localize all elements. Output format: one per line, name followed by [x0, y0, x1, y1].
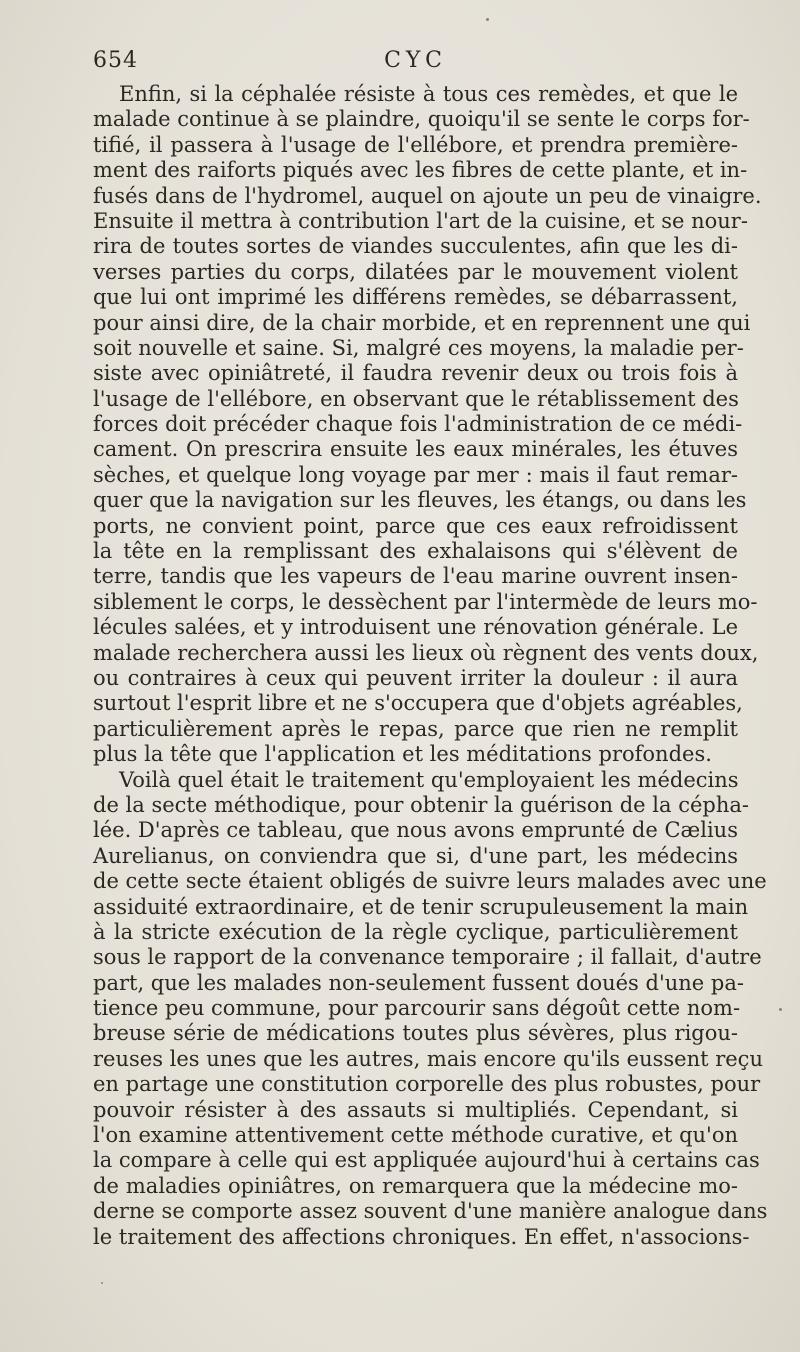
text-line: Ensuite il mettra à contribution l'art de la cuisine, et se nour- [93, 208, 748, 233]
text-line: part, que les malades non-seulement fussent doués d'une pa- [93, 970, 744, 995]
text-line: l'on examine attentivement cette méthode curative, et qu'on [93, 1123, 738, 1148]
text-line: Aurelianus, on conviendra que si, d'une part, les médecins [93, 843, 738, 868]
text-line: breuse série de médications toutes plus sévères, plus rigou- [93, 1021, 738, 1046]
text-line: malade recherchera aussi les lieux où règnent des vents doux, [93, 640, 759, 665]
text-line: le traitement des affections chroniques. En effet, n'associons- [93, 1224, 750, 1249]
text-line: la tête en la remplissant des exhalaisons qui s'élèvent de [93, 539, 738, 564]
paper-speck [101, 1282, 103, 1284]
body-text [93, 82, 768, 1250]
text-line: à la stricte exécution de la règle cyclique, particulièrement [93, 919, 738, 944]
text-line: plus la tête que l'application et les méditations profondes. [93, 742, 712, 767]
text-line: derne se comporte assez souvent d'une manière analogue dans [93, 1199, 768, 1224]
paper-speck [779, 1008, 782, 1011]
text-line: en partage une constitution corporelle des plus robustes, pour [93, 1072, 761, 1097]
paper-speck [486, 18, 489, 21]
text-line: pouvoir résister à des assauts si multipliés. Cependant, si [93, 1097, 738, 1122]
text-line: rira de toutes sortes de viandes succulentes, afin que les di- [93, 234, 738, 259]
text-line: soit nouvelle et saine. Si, malgré ces moyens, la maladie per- [93, 335, 744, 360]
text-line: forces doit précéder chaque fois l'administration de ce médi- [93, 412, 743, 437]
text-line: terre, tandis que les vapeurs de l'eau marine ouvrent insen- [93, 564, 738, 589]
text-line: lécules salées, et y introduisent une rénovation générale. Le [93, 615, 738, 640]
text-line: assiduité extraordinaire, et de tenir scrupuleusement la main [93, 894, 749, 919]
text-line: verses parties du corps, dilatées par le mouvement violent [93, 259, 738, 284]
text-line: pour ainsi dire, de la chair morbide, et en reprennent une qui [93, 310, 751, 335]
text-line: Enfin, si la céphalée résiste à tous ces remèdes, et que le [119, 82, 738, 106]
text-line: ment des raiforts piqués avec les fibres de cette plante, et in- [93, 158, 748, 183]
text-line: quer que la navigation sur les fleuves, les étangs, ou dans les [93, 488, 747, 513]
text-line: siblement le corps, le dessèchent par l'intermède de leurs mo- [93, 589, 758, 614]
text-line: sous le rapport de la convenance temporaire ; il fallait, d'autre [93, 945, 762, 970]
text-line: reuses les unes que les autres, mais encore qu'ils eussent reçu [93, 1046, 763, 1071]
text-line: particulièrement après le repas, parce que rien ne remplit [93, 716, 738, 741]
text-line: tience peu commune, pour parcourir sans dégoût cette nom- [93, 996, 741, 1021]
text-line: de la secte méthodique, pour obtenir la guérison de la cépha- [93, 792, 749, 817]
page-header [93, 48, 738, 78]
text-line: sèches, et quelque long voyage par mer : mais il faut remar- [93, 462, 738, 487]
text-line: tifié, il passera à l'usage de l'ellébore, et prendra première- [93, 132, 738, 157]
text-line: cament. On prescrira ensuite les eaux minérales, les étuves [93, 437, 738, 462]
text-line: Voilà quel était le traitement qu'employaient les médecins [119, 767, 739, 792]
text-line: lée. D'après ce tableau, que nous avons emprunté de Cælius [93, 818, 738, 843]
text-line: la compare à celle qui est appliquée aujourd'hui à certains cas [93, 1148, 760, 1173]
text-line: fusés dans de l'hydromel, auquel on ajoute un peu de vinaigre. [93, 183, 762, 208]
text-line: siste avec opiniâtreté, il faudra revenir deux ou trois fois à [93, 361, 738, 386]
text-line: ou contraires à ceux qui peuvent irriter la douleur : il aura [93, 665, 738, 690]
text-line: que lui ont imprimé les différens remèdes, se débarrassent, [93, 285, 738, 310]
running-head: CYC [384, 48, 447, 73]
text-line: ports, ne convient point, parce que ces eaux refroidissent [93, 513, 738, 538]
text-line: de maladies opiniâtres, on remarquera que la médecine mo- [93, 1173, 738, 1198]
text-line: surtout l'esprit libre et ne s'occupera que d'objets agréables, [93, 691, 743, 716]
text-line: de cette secte étaient obligés de suivre leurs malades avec une [93, 869, 767, 894]
text-line: malade continue à se plaindre, quoiqu'il se sente le corps for- [93, 107, 750, 132]
page-number: 654 [93, 48, 138, 73]
text-line: l'usage de l'ellébore, en observant que le rétablissement des [93, 386, 739, 411]
